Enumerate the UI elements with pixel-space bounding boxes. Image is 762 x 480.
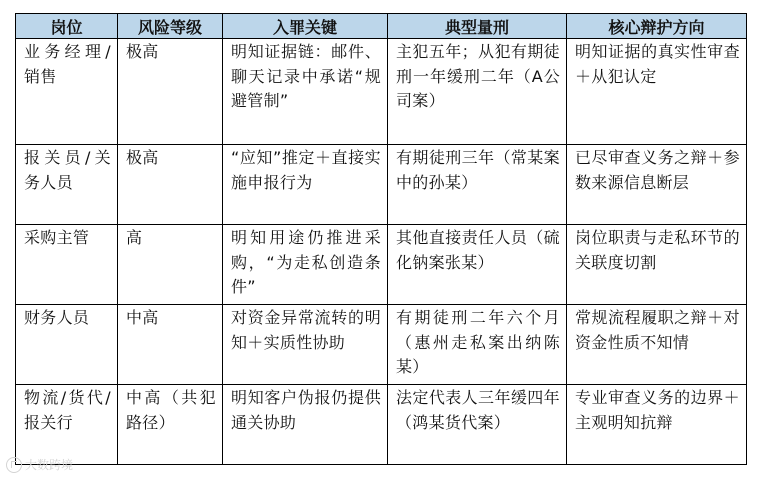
table-container xyxy=(15,13,747,465)
cell-defense-direction: 已尽审查义务之辩＋参数来源信息断层 xyxy=(567,145,747,225)
header-typical-sentence: 典型量刑 xyxy=(388,14,567,39)
cell-typical-sentence: 主犯五年；从犯有期徒刑一年缓刑二年（A公司案） xyxy=(388,39,567,145)
cell-conviction-key: 明知证据链：邮件、聊天记录中承诺“规避管制” xyxy=(223,39,388,145)
cell-position: 采购主管 xyxy=(16,225,118,305)
cell-conviction-key: “应知”推定＋直接实施申报行为 xyxy=(223,145,388,225)
watermark-text: 大数跨境 xyxy=(25,458,74,472)
cell-defense-direction: 明知证据的真实性审查＋从犯认定 xyxy=(567,39,747,145)
header-row xyxy=(16,14,747,39)
cell-position: 报关员/关务人员 xyxy=(16,145,118,225)
cell-position: 业务经理/销售 xyxy=(16,39,118,145)
cell-risk-level: 极高 xyxy=(118,145,223,225)
table-row xyxy=(16,225,747,305)
header-risk-level: 风险等级 xyxy=(118,14,223,39)
cell-risk-level: 中高 xyxy=(118,305,223,385)
cell-typical-sentence: 有期徒刑二年六个月（惠州走私案出纳陈某） xyxy=(388,305,567,385)
cell-risk-level: 极高 xyxy=(118,39,223,145)
cell-typical-sentence: 其他直接责任人员（硫化钠案张某） xyxy=(388,225,567,305)
header-defense-direction: 核心辩护方向 xyxy=(567,14,747,39)
header-conviction-key: 入罪关键 xyxy=(223,14,388,39)
cell-defense-direction: 专业审查义务的边界＋主观明知抗辩 xyxy=(567,385,747,465)
defense-table xyxy=(15,13,747,465)
cell-defense-direction: 岗位职责与走私环节的关联度切割 xyxy=(567,225,747,305)
cell-position: 物流/货代/报关行 xyxy=(16,385,118,465)
cell-risk-level: 中高（共犯路径） xyxy=(118,385,223,465)
cell-risk-level: 高 xyxy=(118,225,223,305)
cell-conviction-key: 对资金异常流转的明知＋实质性协助 xyxy=(223,305,388,385)
watermark xyxy=(6,456,73,473)
table-row xyxy=(16,385,747,465)
table-row xyxy=(16,39,747,145)
cell-conviction-key: 明知客户伪报仍提供通关协助 xyxy=(223,385,388,465)
watermark-logo-icon xyxy=(6,457,22,473)
cell-conviction-key: 明知用途仍推进采购，“为走私创造条件” xyxy=(223,225,388,305)
table-row xyxy=(16,145,747,225)
cell-position: 财务人员 xyxy=(16,305,118,385)
table-row xyxy=(16,305,747,385)
cell-defense-direction: 常规流程履职之辩＋对资金性质不知情 xyxy=(567,305,747,385)
cell-typical-sentence: 有期徒刑三年（常某案中的孙某） xyxy=(388,145,567,225)
header-position: 岗位 xyxy=(16,14,118,39)
cell-typical-sentence: 法定代表人三年缓四年（鸿某货代案） xyxy=(388,385,567,465)
